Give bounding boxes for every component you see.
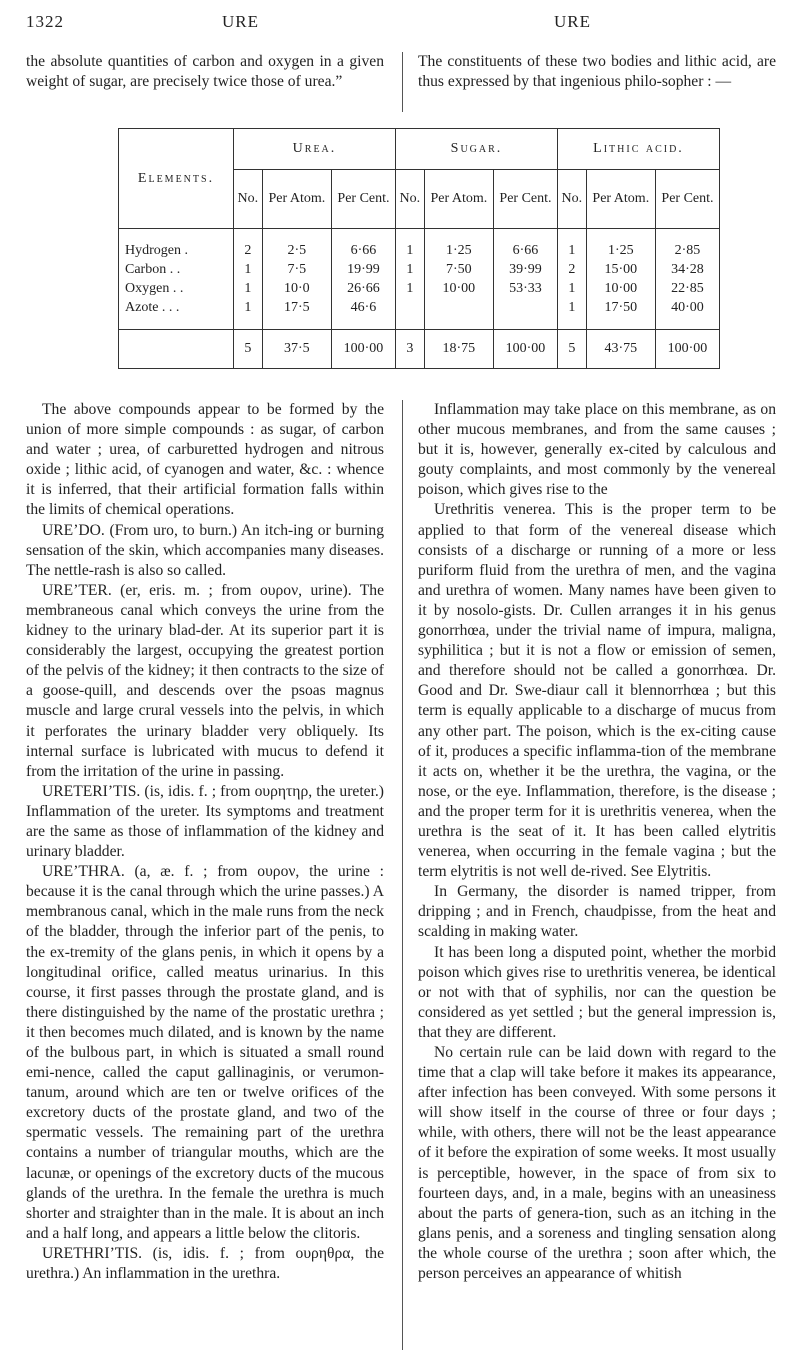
cell: 1 xyxy=(557,298,586,330)
intro-left: the absolute quantities of carbon and oxygen in a given weight of sugar, are precisely twice those of urea.” xyxy=(26,53,384,90)
page-number: 1322 xyxy=(26,12,64,31)
total-cell: 5 xyxy=(234,330,263,369)
total-cell: 43·75 xyxy=(586,330,655,369)
total-cell: 100·00 xyxy=(655,330,719,369)
cell: 1 xyxy=(234,298,263,330)
running-head-left: URE xyxy=(222,12,259,31)
cell: 40·00 xyxy=(655,298,719,330)
cell: 1·25 xyxy=(424,229,493,261)
total-cell: 5 xyxy=(557,330,586,369)
cell: 10·0 xyxy=(262,279,331,298)
paragraph: In Germany, the disorder is named tripper, from dripping ; and in French, chaudpisse, from the heat and scalding in making water. xyxy=(418,883,776,941)
subheader-per-atom: Per Atom. xyxy=(424,170,493,229)
element-name: Carbon . . xyxy=(119,260,234,279)
element-name: Azote . . . xyxy=(119,298,234,330)
right-column xyxy=(418,400,776,1284)
paragraph: It has been long a disputed point, whether the morbid poison which gives rise to urethritis venerea, be identical or not with that of syphilis, nor can the question be considered as yet settled ; but the general impression is, that they are different. xyxy=(418,943,776,1041)
total-cell: 18·75 xyxy=(424,330,493,369)
subheader-per-atom: Per Atom. xyxy=(262,170,331,229)
cell: 39·99 xyxy=(493,260,557,279)
cell: 1 xyxy=(234,279,263,298)
cell: 1 xyxy=(395,229,424,261)
cell xyxy=(424,298,493,330)
cell: 7·5 xyxy=(262,260,331,279)
left-column xyxy=(26,400,384,1284)
cell: 19·99 xyxy=(331,260,395,279)
elements-header: Elements. xyxy=(119,129,234,229)
subheader-per-cent: Per Cent. xyxy=(493,170,557,229)
entry-ureteritis: URETERI’TIS. (is, idis. f. ; from ουρητηρ, the ureter.) Inflammation of the ureter. Its symptoms and treatment are the same as those of inflammation of the kidney and urinary bladder. xyxy=(26,782,384,861)
cell: 17·50 xyxy=(586,298,655,330)
paragraph: No certain rule can be laid down with regard to the time that a clap will take before it makes its appearance, after infection has been conveyed. With some persons it will show itself in the course of three or four days ; while, with others, there will not be the least appearance of it before the expiration of some weeks. It most usually is perceptible, however, in the space of from six to fourteen days, and, in a male, begins with an uneasiness about the parts of genera-tion, such as an itching in the glans penis, and a soreness and tingling sensation along the whole course of the urethra ; soon after which, the person perceives an appearance of whitish xyxy=(418,1044,776,1283)
running-head-right: URE xyxy=(554,12,591,31)
cell: 26·66 xyxy=(331,279,395,298)
group-header-lithic-acid: Lithic acid. xyxy=(557,129,719,170)
cell: 1 xyxy=(234,260,263,279)
subheader-no: No. xyxy=(395,170,424,229)
totals-row xyxy=(119,330,720,369)
cell: 6·66 xyxy=(493,229,557,261)
cell: 1 xyxy=(557,279,586,298)
cell: 2·5 xyxy=(262,229,331,261)
paragraph: Inflammation may take place on this membrane, as on other mucous membranes, and from the same causes ; but it is, however, generally ex-cited by calculous and gouty complaints, and most commonly by the venereal poison, which gives rise to the xyxy=(418,401,776,499)
cell: 2 xyxy=(557,260,586,279)
subheader-no: No. xyxy=(557,170,586,229)
elements-table xyxy=(118,128,720,369)
cell: 2·85 xyxy=(655,229,719,261)
table-row xyxy=(119,279,720,298)
cell: 6·66 xyxy=(331,229,395,261)
paragraph: The above compounds appear to be formed by the union of more simple compounds : as sugar, of carbon and water ; urea, of carburetted hydrogen and nitrous oxide ; lithic acid, of cyanogen and water, &c. : whence it is inferred, that their artificial formation falls within the limits of chemical operations. xyxy=(26,401,384,519)
table-row xyxy=(119,298,720,330)
totals-label-cell xyxy=(119,330,234,369)
cell: 22·85 xyxy=(655,279,719,298)
cell: 17·5 xyxy=(262,298,331,330)
cell: 10·00 xyxy=(424,279,493,298)
intro-right: The constituents of these two bodies and lithic acid, are thus expressed by that ingenious philo-sopher : — xyxy=(418,53,776,90)
cell: 1·25 xyxy=(586,229,655,261)
cell: 1 xyxy=(557,229,586,261)
table-row xyxy=(119,260,720,279)
cell: 2 xyxy=(234,229,263,261)
cell xyxy=(493,298,557,330)
cell: 7·50 xyxy=(424,260,493,279)
entry-urethra: URE’THRA. (a, æ. f. ; from ουρον, the urine : because it is the canal through which the urine passes.) A membranous canal, which in the male runs from the neck of the bladder, through the inferior part of the penis, to the ex-tremity of the glans penis, in which it opens by a longitudinal orifice, called meatus urinarius. In this course, it first passes through the prostate gland, and is there distinguished by the name of the prostatic urethra ; it then becomes much dilated, and is known by the name of the bulbous part, in which is situated a small round emi-nence, called the caput gallinaginis, or verumon-tanum, around which are ten or twelve orifices of the excretory ducts of the prostate gland, and two of the spermatic vessels. The remaining part of the urethra contains a number of triangular mouths, which are the lacunæ, or openings of the excretory ducts of the mucous glands of the urethra. In the female the urethra is much shorter and straighter than in the male. It is about an inch and a half long, and appears a little below the clitoris. xyxy=(26,863,384,1242)
total-cell: 100·00 xyxy=(493,330,557,369)
column-divider-top xyxy=(402,52,403,112)
group-header-urea: Urea. xyxy=(234,129,396,170)
entry-ureter: URE’TER. (er, eris. m. ; from ουρον, urine). The membraneous canal which conveys the urine from the kidney to the urinary blad-der. At its superior part it is considerably the largest, occupying the greatest portion of the pelvis of the kidney; it then contracts to the size of a goose-quill, and descends over the psoas magnus muscle and large crural vessels into the pelvis, in which it perforates the urinary bladder very obliquely. Its internal surface is lubricated with mucus to defend it from the irritation of the urine in passing. xyxy=(26,581,384,780)
total-cell: 37·5 xyxy=(262,330,331,369)
cell xyxy=(395,298,424,330)
cell: 1 xyxy=(395,260,424,279)
paragraph: Urethritis venerea. This is the proper term to be applied to that form of the venereal disease which consists of a discharge or running of a more or less puriform fluid from the urethra of men, and the vagina and urethra of women. Many names have been given to it by nosolo-gists. Dr. Cullen arranges it in his genus gonorrhœa, under the trivial name of impura, maligna, syphilitica ; but it is not a flow or emission of semen, and therefore should not be called a gonorrhœa. Dr. Good and Dr. Swe-diaur call it blennorrhœa ; but this term is equally applicable to a discharge of mucus from any other part. The poison, which is the ex-citing cause of it, produces a specific inflamma-tion of the membrane it acts on, whether it be the urethra, the vagina, or the nose, or the eye. Inflammation, therefore, is the disease ; and the proper term for it is urethritis venerea, when the urethra is the seat of it. It has been called elytritis venerea, when occurring in the female vagina ; but the term elytritis is not well de-rived. See Elytritis. xyxy=(418,501,776,881)
page-header xyxy=(26,8,775,32)
subheader-no: No. xyxy=(234,170,263,229)
element-name: Hydrogen . xyxy=(119,229,234,261)
subheader-per-cent: Per Cent. xyxy=(655,170,719,229)
entry-uredo: URE’DO. (From uro, to burn.) An itch-ing or burning sensation of the skin, which accompanies many diseases. The nettle-rash is also so called. xyxy=(26,521,384,579)
cell: 15·00 xyxy=(586,260,655,279)
element-name: Oxygen . . xyxy=(119,279,234,298)
total-cell: 3 xyxy=(395,330,424,369)
entry-urethritis: URETHRI’TIS. (is, idis. f. ; from ουρηθρα, the urethra.) An inflammation in the urethra. xyxy=(26,1244,384,1283)
cell: 34·28 xyxy=(655,260,719,279)
cell: 1 xyxy=(395,279,424,298)
table-row xyxy=(119,229,720,261)
subheader-per-cent: Per Cent. xyxy=(331,170,395,229)
group-header-sugar: Sugar. xyxy=(395,129,557,170)
cell: 46·6 xyxy=(331,298,395,330)
column-divider xyxy=(402,400,403,1350)
cell: 10·00 xyxy=(586,279,655,298)
cell: 53·33 xyxy=(493,279,557,298)
subheader-per-atom: Per Atom. xyxy=(586,170,655,229)
total-cell: 100·00 xyxy=(331,330,395,369)
